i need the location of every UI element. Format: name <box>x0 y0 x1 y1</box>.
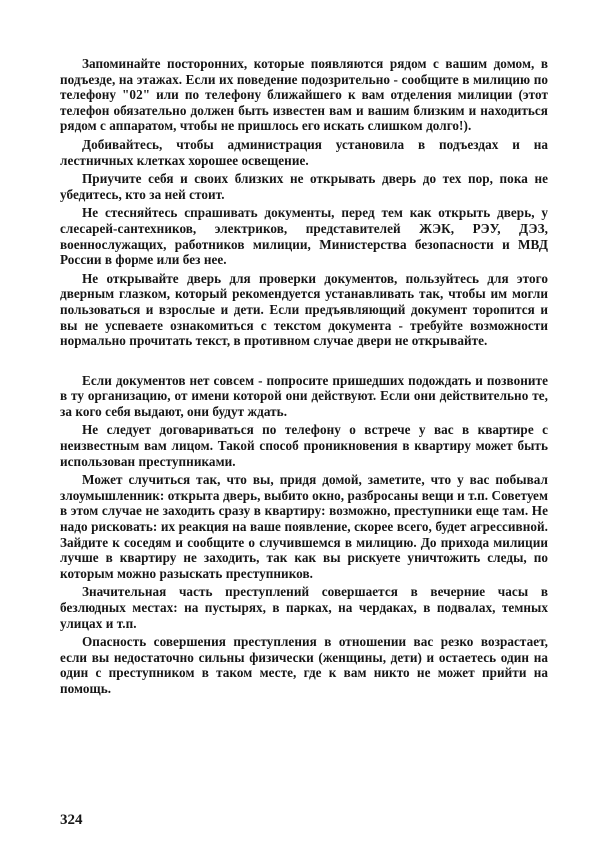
paragraph: Приучите себя и своих близких не открывать дверь до тех пор, пока не убедитесь, кто за ней стоит. <box>60 171 548 202</box>
page-body <box>60 56 548 846</box>
paragraph: Если документов нет совсем - попросите пришедших подождать и позвоните в ту организацию, от имени которой они действуют. Если они действительно те, за кого себя выдают, они будут ждать. <box>60 372 548 419</box>
section-gap <box>60 352 548 373</box>
paragraph: Значительная часть преступлений совершается в вечерние часы в безлюдных местах: на пустырях, в парках, на чердаках, в подвалах, темных улицах и т.п. <box>60 584 548 631</box>
paragraph: Может случиться так, что вы, придя домой, заметите, что у вас побывал злоумышленник: открыта дверь, выбито окно, разбросаны вещи и т.п. Советуем в этом случае не заходить сразу в квартиру: возможно, преступники еще там. Не надо рисковать: их реакция на ваше появление, скорее всего, будет агрессивной. Зайдите к соседям и сообщите о случившемся в милицию. До прихода милиции лучше в квартиру не заходить, так как вы рискуете уничтожить следы, по которым можно разыскать преступников. <box>60 472 548 581</box>
paragraph: Добивайтесь, чтобы администрация установила в подъездах и на лестничных клетках хорошее освещение. <box>60 136 548 168</box>
paragraph: Не следует договариваться по телефону о встрече у вас в квартире с неизвестным вам лицом. Такой способ проникновения в квартиру может быть использован преступниками. <box>60 422 548 469</box>
paragraph: Не стесняйтесь спрашивать документы, перед тем как открыть дверь, у слесарей-сантехников, электриков, представителей ЖЭК, РЭУ, ДЭЗ, военнослужащих, работников милиции, Министерства безопасности и МВД России в форме или без нее. <box>60 205 548 268</box>
paragraph: Опасность совершения преступления в отношении вас резко возрастает, если вы недостаточно сильны физически (женщины, дети) и остаетесь один на один с преступником в таком месте, где к вам никто не может прийти на помощь. <box>60 634 548 696</box>
paragraph: Запоминайте посторонних, которые появляются рядом с вашим домом, в подъезде, на этажах. Если их поведение подозрительно - сообщите в милицию по телефону "02" или по телефону ближайшего к вам отделения милиции (этот телефон обязательно должен быть известен вам и вашим близким и находиться рядом с аппаратом, чтобы не пришлось его искать слишком долго!). <box>60 56 548 134</box>
page-number: 324 <box>60 812 83 828</box>
paragraph: Не открывайте дверь для проверки документов, пользуйтесь для этого дверным глазком, который рекомендуется устанавливать так, чтобы им могли пользоваться и взрослые и дети. Если предъявляющий документ торопится и вы не успеваете ознакомиться с текстом документа - требуйте возможности нормально прочитать текст, в противном случае двери не открывайте. <box>60 270 548 349</box>
